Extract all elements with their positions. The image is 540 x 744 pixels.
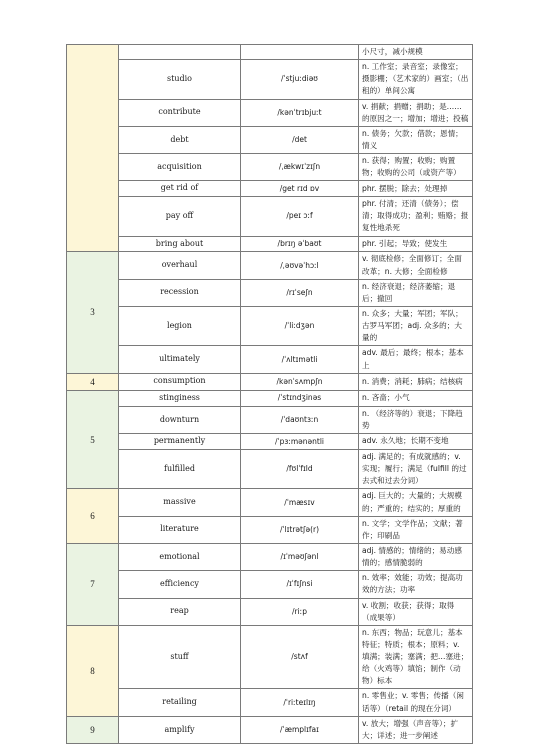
definition-cell: phr. 摆脱；除去；处理掉 xyxy=(359,181,473,197)
word-cell: stinginess xyxy=(119,391,241,407)
phonetic-cell: /ˈæmplɪfaɪ xyxy=(241,716,359,743)
table-row xyxy=(67,126,473,153)
phonetic-cell: /ˈstjuːdiəʊ xyxy=(241,60,359,99)
group-number-cell: 3 xyxy=(67,252,119,373)
word-cell: massive xyxy=(119,489,241,516)
vocabulary-table xyxy=(66,44,473,744)
vocabulary-table-body xyxy=(67,45,473,744)
word-cell: pay off xyxy=(119,197,241,236)
group-number-cell: 5 xyxy=(67,391,119,489)
definition-cell: phr. 付清；还清（债务）；偿清；取得成功；盈利；贿赂；报复性地杀死 xyxy=(359,197,473,236)
definition-cell: n. 债务；欠款；借款；恩情；情义 xyxy=(359,126,473,153)
phonetic-cell: /kənˈtrɪbjuːt xyxy=(241,99,359,126)
table-row xyxy=(67,99,473,126)
table-row xyxy=(67,236,473,252)
definition-cell: v. 捐献；捐赠；捐助；是……的原因之一；增加；增进；投稿 xyxy=(359,99,473,126)
word-cell: retailing xyxy=(119,689,241,716)
phonetic-cell: /ˈdaʊntɜːn xyxy=(241,406,359,433)
table-row xyxy=(67,45,473,60)
word-cell: literature xyxy=(119,516,241,543)
word-cell: recession xyxy=(119,279,241,306)
definition-cell: n. 零售业；v. 零售；传播（闲话等）（retail 的现在分词） xyxy=(359,689,473,716)
table-row xyxy=(67,181,473,197)
word-cell: reap xyxy=(119,598,241,625)
phonetic-cell: /rɪˈseʃn xyxy=(241,279,359,306)
group-number-cell: 6 xyxy=(67,489,119,544)
table-row xyxy=(67,543,473,570)
word-cell: permanently xyxy=(119,434,241,450)
definition-cell: adj. 满足的；有成就感的；v. 实现；履行；满足（fulfill 的过去式和过去分词） xyxy=(359,449,473,488)
definition-cell: adv. 永久地；长期不变地 xyxy=(359,434,473,450)
table-row xyxy=(67,449,473,488)
definition-cell: n. 效率；效能；功效；提高功效的方法；功率 xyxy=(359,571,473,598)
phonetic-cell: /ˈmæsɪv xyxy=(241,489,359,516)
word-cell: debt xyxy=(119,126,241,153)
word-cell: fulfilled xyxy=(119,449,241,488)
word-cell: amplify xyxy=(119,716,241,743)
word-cell: bring about xyxy=(119,236,241,252)
group-number-cell xyxy=(67,45,119,252)
phonetic-cell: /ˈliːdʒən xyxy=(241,306,359,345)
table-row xyxy=(67,391,473,407)
definition-cell: n. 工作室；录音室；录像室；摄影棚；（艺术家的）画室；（出租的）单间公寓 xyxy=(359,60,473,99)
table-row xyxy=(67,346,473,373)
table-row xyxy=(67,154,473,181)
phonetic-cell: /ˈstɪndʒinəs xyxy=(241,391,359,407)
phonetic-cell: /peɪ ɔːf xyxy=(241,197,359,236)
phonetic-cell: /brɪŋ əˈbaʊt xyxy=(241,236,359,252)
table-row xyxy=(67,434,473,450)
definition-cell: n. 众多；大量；军团；军队；古罗马军团；adj. 众多的；大量的 xyxy=(359,306,473,345)
phonetic-cell: /det xyxy=(241,126,359,153)
word-cell: consumption xyxy=(119,373,241,390)
phonetic-cell: /ˌækwɪˈzɪʃn xyxy=(241,154,359,181)
table-row xyxy=(67,516,473,543)
word-cell: ultimately xyxy=(119,346,241,373)
table-row xyxy=(67,279,473,306)
group-number-cell: 9 xyxy=(67,716,119,743)
phonetic-cell: /stʌf xyxy=(241,625,359,689)
table-row xyxy=(67,406,473,433)
definition-cell: adj. 情感的；情绪的；易动感情的；感情脆弱的 xyxy=(359,543,473,570)
word-cell: overhaul xyxy=(119,252,241,279)
table-row xyxy=(67,598,473,625)
definition-cell: v. 放大；增强（声音等）；扩大；详述；进一步阐述 xyxy=(359,716,473,743)
word-cell: acquisition xyxy=(119,154,241,181)
word-cell xyxy=(119,45,241,60)
phonetic-cell: /ɪˈfɪʃnsi xyxy=(241,571,359,598)
table-row xyxy=(67,689,473,716)
phonetic-cell: /ɪˈməʊʃənl xyxy=(241,543,359,570)
word-cell: contribute xyxy=(119,99,241,126)
word-cell: emotional xyxy=(119,543,241,570)
definition-cell: n. （经济等的）衰退；下降趋势 xyxy=(359,406,473,433)
definition-cell: n. 东西；物品；玩意儿；基本特征；特质；根本；原料；v. 填满；装满；塞满；把…塞进；给（火鸡等）填馅；制作（动物）标本 xyxy=(359,625,473,689)
word-cell: efficiency xyxy=(119,571,241,598)
definition-cell: n. 经济衰退；经济萎缩；退后；撤回 xyxy=(359,279,473,306)
word-cell: legion xyxy=(119,306,241,345)
group-number-cell: 7 xyxy=(67,543,119,625)
phonetic-cell: /ˈpɜːmənəntli xyxy=(241,434,359,450)
phonetic-cell: /fʊlˈfɪld xyxy=(241,449,359,488)
table-row xyxy=(67,716,473,743)
word-cell: get rid of xyxy=(119,181,241,197)
table-row xyxy=(67,306,473,345)
definition-cell: n. 消费；消耗；肺病；结核病 xyxy=(359,373,473,390)
group-number-cell: 4 xyxy=(67,373,119,390)
definition-cell: 小尺寸，减小规模 xyxy=(359,45,473,60)
definition-cell: adj. 巨大的；大量的；大规模的；严重的；结实的；厚重的 xyxy=(359,489,473,516)
phonetic-cell: /ˈlɪtrətʃə(r) xyxy=(241,516,359,543)
phonetic-cell: /ˈʌltɪmətli xyxy=(241,346,359,373)
word-cell: studio xyxy=(119,60,241,99)
word-cell: stuff xyxy=(119,625,241,689)
definition-cell: n. 获得；购置；收购；购置物；收购的公司（或资产等） xyxy=(359,154,473,181)
definition-cell: n. 文学；文学作品；文献；著作；印刷品 xyxy=(359,516,473,543)
definition-cell: v. 彻底检修；全面修订；全面改革；n. 大修；全面检修 xyxy=(359,252,473,279)
table-row xyxy=(67,60,473,99)
word-cell: downturn xyxy=(119,406,241,433)
definition-cell: v. 收割；收获；获得；取得（成果等） xyxy=(359,598,473,625)
definition-cell: adv. 最后；最终；根本；基本上 xyxy=(359,346,473,373)
definition-cell: phr. 引起；导致；使发生 xyxy=(359,236,473,252)
table-row xyxy=(67,489,473,516)
table-row xyxy=(67,197,473,236)
phonetic-cell: /ˈriːteɪlɪŋ xyxy=(241,689,359,716)
table-row xyxy=(67,571,473,598)
table-row xyxy=(67,252,473,279)
definition-cell: n. 吝啬；小气 xyxy=(359,391,473,407)
phonetic-cell: /get rɪd ɒv xyxy=(241,181,359,197)
group-number-cell: 8 xyxy=(67,625,119,716)
table-row xyxy=(67,373,473,390)
phonetic-cell xyxy=(241,45,359,60)
table-row xyxy=(67,625,473,689)
phonetic-cell: /kənˈsʌmpʃn xyxy=(241,373,359,390)
phonetic-cell: /riːp xyxy=(241,598,359,625)
phonetic-cell: /ˌəʊvəˈhɔːl xyxy=(241,252,359,279)
